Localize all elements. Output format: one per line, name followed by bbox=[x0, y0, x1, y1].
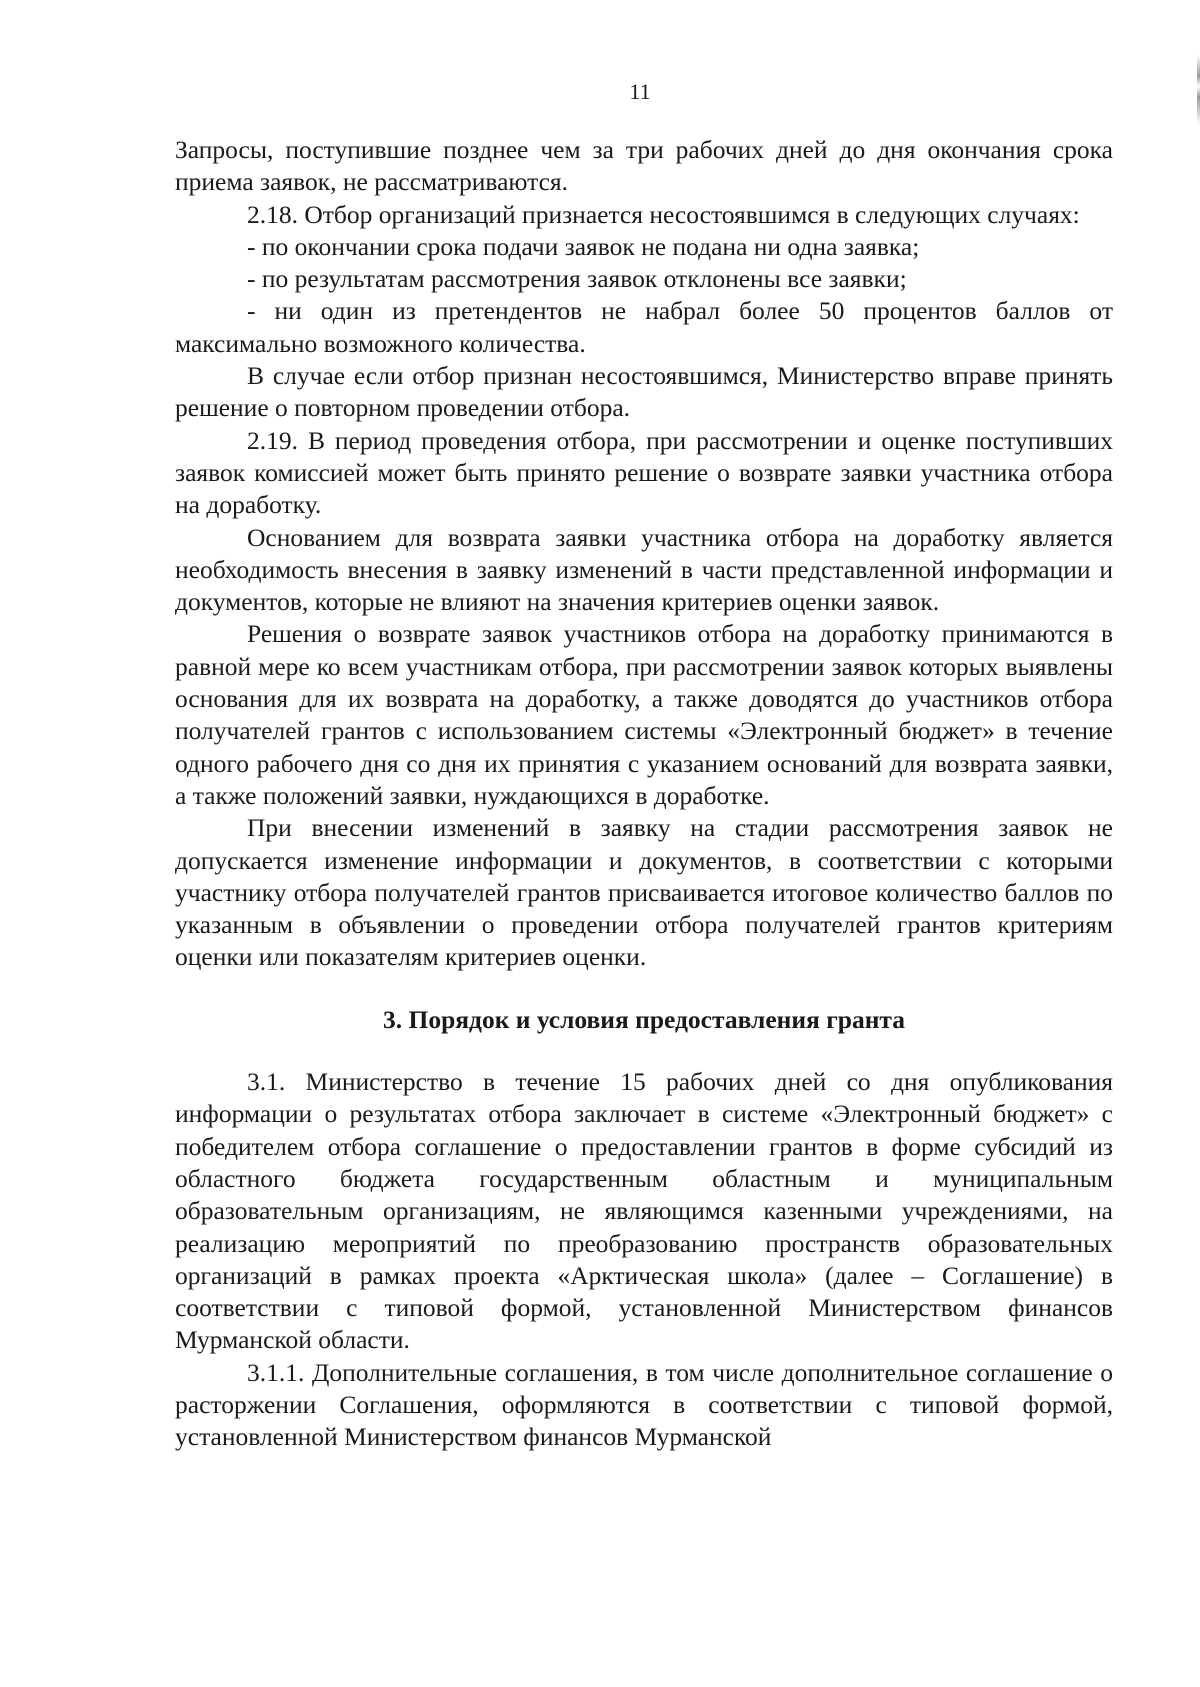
paragraph-return-decisions: Решения о возврате заявок участников отбора на доработку принимаются в равной мере ко всем участникам отбора, при рассмотрении заявок которых выявлены основания для их возврата на доработку, а также доводятся до участников отбора получателей грантов с использованием системы «Электронный бюджет» в течение одного рабочего дня со дня их принятия с указанием оснований для возврата заявки, а также положений заявки, нуждающихся в доработке. bbox=[175, 619, 1113, 810]
paragraph-return-grounds: Основанием для возврата заявки участника отбора на доработку является необходимость внесения в заявку изменений в части представленной информации и документов, которые не влияют на значения критериев оценки заявок. bbox=[175, 522, 1113, 617]
paragraph-2-19: 2.19. В период проведения отбора, при рассмотрении и оценке поступивших заявок комиссией может быть принято решение о возврате заявки участника отбора на доработку. bbox=[175, 425, 1113, 520]
page-number: 11 bbox=[629, 79, 651, 104]
paragraph-repeat-selection: В случае если отбор признан несостоявшимся, Министерство вправе принять решение о повторном проведении отбора. bbox=[175, 361, 1113, 423]
document-body bbox=[175, 134, 1113, 1454]
paragraph-2-18: 2.18. Отбор организаций признается несостоявшимся в следующих случаях: bbox=[247, 199, 1080, 229]
paragraph-3-1-1: 3.1.1. Дополнительные соглашения, в том числе дополнительное соглашение о расторжении Соглашения, оформляются в соответствии с типовой формой, установленной Министерством финансов Мурманской bbox=[175, 1357, 1113, 1452]
section-heading: 3. Порядок и условия предоставления гранта bbox=[382, 1004, 905, 1034]
paragraph-changes-restriction: При внесении изменений в заявку на стадии рассмотрения заявок не допускается изменение информации и документов, в соответствии с которыми участнику отбора получателей грантов присваивается итоговое количество баллов по указанным в объявлении о проведении отбора получателей грантов критериям оценки или показателям критериев оценки. bbox=[175, 813, 1113, 972]
paragraph-3-1: 3.1. Министерство в течение 15 рабочих дней со дня опубликования информации о результатах отбора заключает в системе «Электронный бюджет» с победителем отбора соглашение о предоставлении грантов в форме субсидий из областного бюджета государственным областным и муниципальным образовательным организациям, не являющимся казенными учреждениями, на реализацию мероприятий по преобразованию пространств образовательных организаций в рамках проекта «Арктическая школа» (далее – Соглашение) в соответствии с типовой формой, установленной Министерством финансов Мурманской области. bbox=[175, 1067, 1113, 1355]
list-item-no-applications: - по окончании срока подачи заявок не подана ни одна заявка; bbox=[247, 231, 920, 261]
list-item-all-rejected: - по результатам рассмотрения заявок отклонены все заявки; bbox=[247, 264, 907, 294]
list-item-score-threshold: - ни один из претендентов не набрал более 50 процентов баллов от максимально возможного количества. bbox=[175, 296, 1113, 358]
paragraph-requests-deadline: Запросы, поступившие позднее чем за три рабочих дней до дня окончания срока приема заявок, не рассматриваются. bbox=[175, 135, 1113, 197]
